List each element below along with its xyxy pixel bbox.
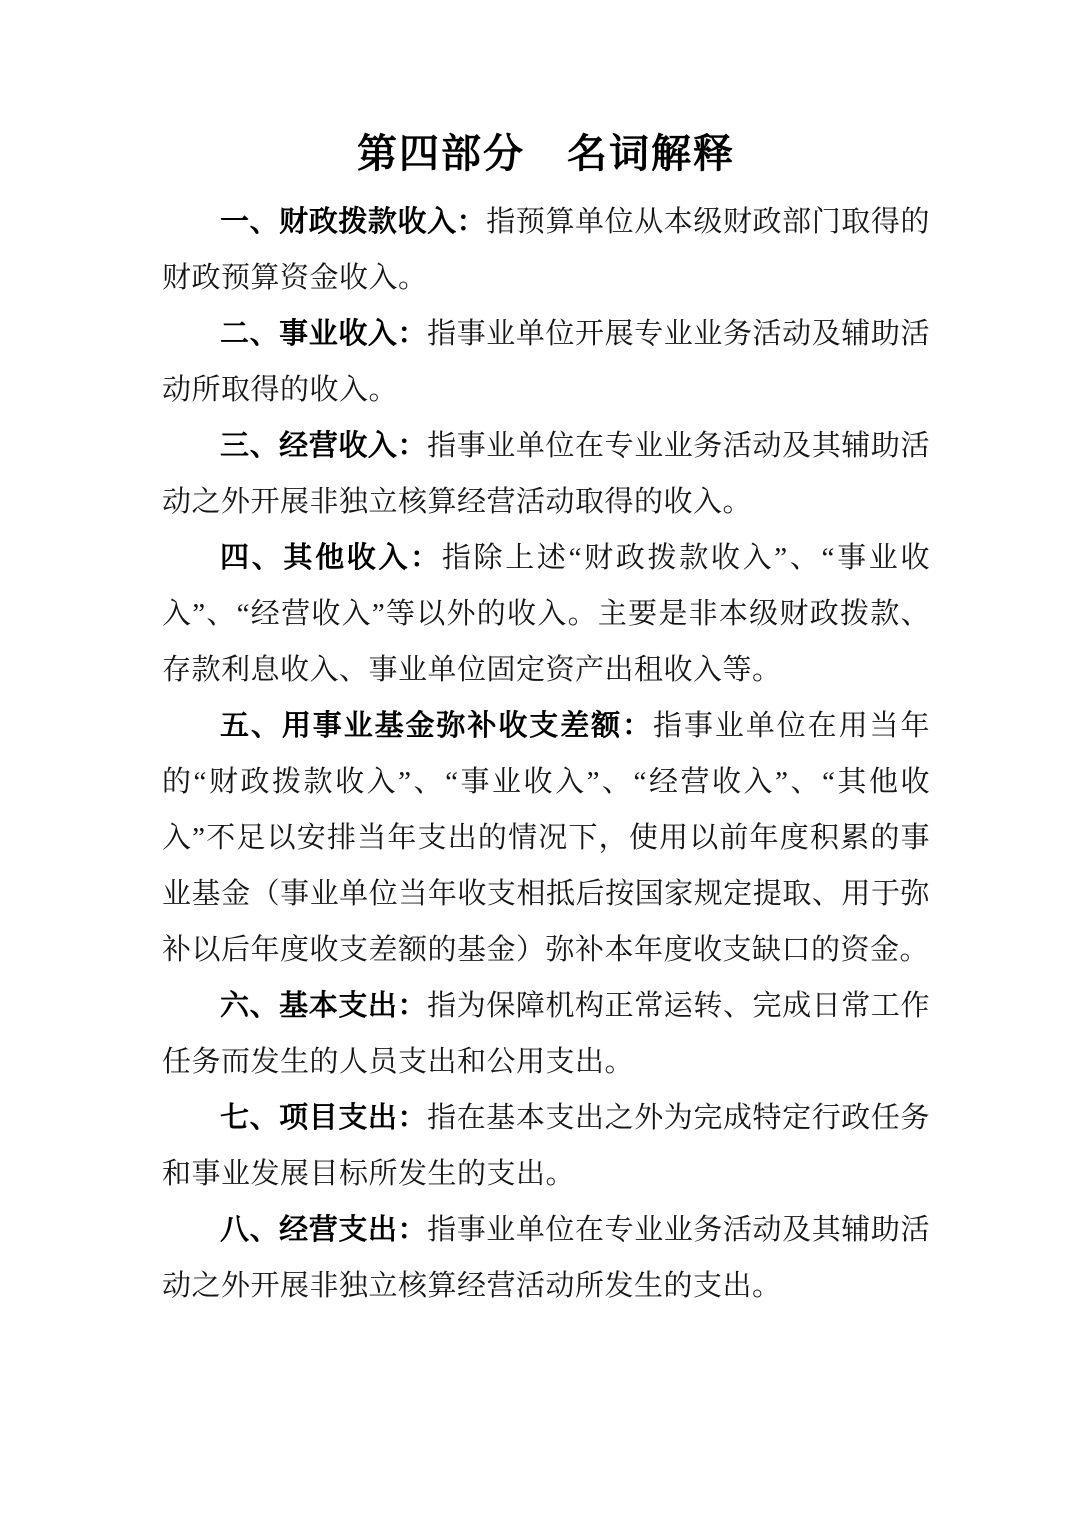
term-definition: 指除上述“财政拨款收入”、“事业收入”、“经营收入”等以外的收入。主要是非本级财政拨款、存款利息收入、事业单位固定资产出租收入等。: [162, 542, 930, 686]
term-definition: 指在基本支出之外为完成特定行政任务和事业发展目标所发生的支出。: [162, 1102, 930, 1190]
term-label: 八、经营支出：: [220, 1214, 428, 1246]
term-definition: 指预算单位从本级财政部门取得的财政预算资金收入。: [162, 206, 930, 294]
definition-paragraph-4: [162, 530, 930, 698]
definition-paragraph-2: [162, 306, 930, 418]
term-definition: 指事业单位在专业业务活动及其辅助活动之外开展非独立核算经营活动取得的收入。: [162, 430, 930, 518]
term-label: 五、用事业基金弥补收支差额：: [220, 710, 654, 742]
definition-paragraph-6: [162, 978, 930, 1090]
page-title: 第四部分 名词解释: [357, 132, 735, 176]
term-label: 二、事业收入：: [220, 318, 428, 350]
definition-paragraph-3: [162, 418, 930, 530]
definition-paragraph-7: [162, 1090, 930, 1202]
definition-paragraph-1: [162, 194, 930, 306]
term-definition: 指为保障机构正常运转、完成日常工作任务而发生的人员支出和公用支出。: [162, 990, 930, 1078]
term-label: 一、财政拨款收入：: [220, 206, 487, 238]
term-label: 七、项目支出：: [220, 1102, 428, 1134]
definition-paragraph-8: [162, 1202, 930, 1314]
definition-paragraph-5: [162, 698, 930, 978]
term-definition: 指事业单位开展专业业务活动及辅助活动所取得的收入。: [162, 318, 930, 406]
term-definition: 指事业单位在专业业务活动及其辅助活动之外开展非独立核算经营活动所发生的支出。: [162, 1214, 930, 1302]
term-definition: 指事业单位在用当年的“财政拨款收入”、“事业收入”、“经营收入”、“其他收入”不足以安排当年支出的情况下，使用以前年度积累的事业基金（事业单位当年收支相抵后按国家规定提取、用于弥补以后年度收支差额的基金）弥补本年度收支缺口的资金。: [162, 710, 930, 966]
term-label: 六、基本支出：: [220, 990, 428, 1022]
term-label: 三、经营收入：: [220, 430, 428, 462]
term-label: 四、其他收入：: [220, 542, 442, 574]
